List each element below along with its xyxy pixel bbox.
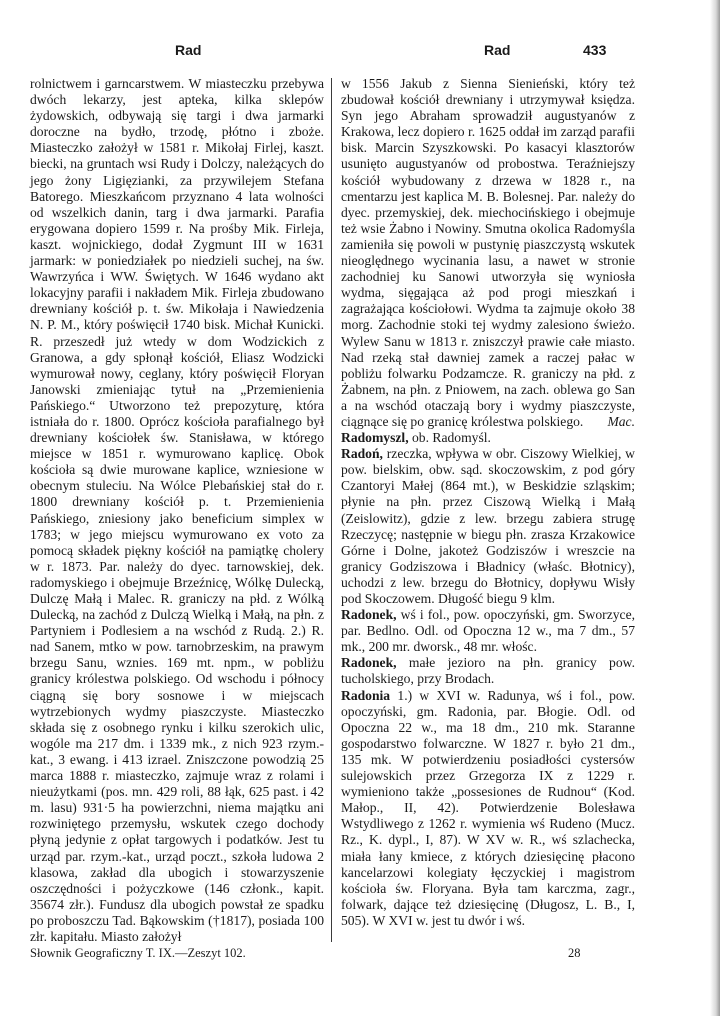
- footer-sheet-number: 28: [568, 946, 581, 960]
- entry-headword: Radonek,: [341, 655, 397, 671]
- dictionary-entry: [341, 607, 635, 655]
- dictionary-entry: [341, 688, 635, 929]
- author-signature: Mac.: [607, 413, 635, 429]
- entry-text: wś i fol., pow. opoczyński, gm. Sworzyce, par. Bedlno. Odl. od Opoczna 12 w., ma 7 dm., 57 mk., 200 mr. dworsk., 48 mr. włośc.: [341, 607, 635, 655]
- entry-text: małe jezioro na płn. granicy pow. tucholskiego, przy Brodach.: [341, 655, 635, 687]
- entry-headword: Radoń,: [341, 446, 383, 462]
- entry-text: rzeczka, wpływa w obr. Ciszowy Wielkiej, w pow. bielskim, obw. sąd. skoczowskim, z pod góry Czantoryi Małej (864 mt.), w Beskidzie szląskim; płynie na płn. przez Ciszową Wielką i Małą (Zeislowitz), gdzie z lew. brzegu zabiera strugę Rzeczycę; następnie w biegu płn. zrasza Krzakowice Górne i Dolne, jakoteż Godziszów i wreszcie na granicy Godziszowa i Bładnicy (właśc. Błotnicy), uchodzi z lew. brzegu do Błotnicy, dopływu Wisły pod Skoczowem. Długość biegu 9 klm.: [341, 446, 635, 606]
- right-column-text: [341, 76, 635, 430]
- dictionary-entry: [341, 446, 635, 607]
- page-number: 433: [583, 42, 607, 58]
- left-column-text: rolnictwem i garncarstwem. W miasteczku przebywa dwóch lekarzy, jest apteka, kilka sklepów żydowskich, odbywają się targi i dwa jarmarki doroczne na bydło, trzodę, płótno i zboże. Miasteczko założył w 1581 r. Mikołaj Firlej, kaszt. biecki, na gruntach wsi Rudy i Dolczy, należących do jego żony Ligięzianki, za przywilejem Stefana Batorego. Mieszkańcom przyznano 4 lata wolności od wszelkich danin, targ i dwa jarmarki. Parafia erygowana dopiero 1599 r. Na prośby Mik. Firleja, kaszt. wojnickiego, dodał Zygmunt III w 1631 jarmark: w poniedziałek po niedzieli suchej, na św. Wawrzyńca i WW. Świętych. W 1646 wydano akt lokacyjny parafii i nakładem Mik. Firleja zbudowano drewniany kościół p. t. św. Mikołaja i Nawiedzenia N. P. M., który poświęcił 1740 bisk. Michał Kunicki. R. przeszedł już wtedy w dom Wodzickich z Granowa, a gdy spłonął kościół, Eliasz Wodzicki wymurował nowy, ceglany, który poświęcił Floryan Janowski zmieniając tytuł na „Przemienienia Pańskiego.“ Utworzono też prepozyturę, która istniała do r. 1800. Oprócz kościoła parafialnego był drewniany kościołek św. Stanisława, w którego miejsce w 1851 r. wymurowano kaplicę. Obok kościoła są dwie murowane kaplice, wzniesione w obecnym stuleciu. Na Wólce Plebańskiej stał do r. 1800 drewniany kościół p. t. Przemienienia Pańskiego, zniesiony jako beneficium simplex w 1783; w jego miejscu wymurowano ex voto za pomocą składek piękny kościół na pamiątkę cholery w r. 1873. Par. należy do dyec. tarnowskiej, dek. radomyskiego i obejmuje Brzeźnicę, Wólkę Dulecką, Dulczę Małą i Malec. R. graniczy na płd. z Wólką Dulecką, na zachód z Dulczą Wielką i Małą, na płn. z Partyniem i Podlesiem a na wschód z Rudą. 2.) R. nad Sanem, mtko w pow. tarnobrzeskim, na prawym brzegu Sanu, wznies. 169 mt. npm., w pobliżu granicy królestwa polskiego. Od wschodu i północy ciągną się bory sosnowe i w miejscach wytrzebionych wydmy piaszczyste. Miasteczko składa się z osobnego rynku i kilku szerokich ulic, wogóle ma 217 dm. i 1339 mk., z nich 923 rzym.-kat., 3 ewang. i 413 izrael. Zniszczone powodzią 25 marca 1888 r. miasteczko, zajmuje wraz z rolami i nieużytkami (pos. mn. 429 roli, 88 łąk, 625 past. i 42 m. lasu) 931·5 ha powierzchni, niema majątku ani rozwiniętego przemysłu, wskutek czego dochody płyną jedynie z opłat targowych i podatków. Jest tu urząd par. rzym.-kat., urząd poczt., szkoła ludowa 2 klasowa, zakład dla ubogich i stowarzyszenie oszczędności i pożyczkowe (146 członk., kapit. 35674 złr.). Fundusz dla ubogich powstał ze spadku po proboszczu Tad. Bąkowskim (†1817), posiada 100 złr. kapitału. Miasto założył: [30, 76, 324, 944]
- left-column: [30, 76, 324, 945]
- entry-headword: Radonia: [341, 687, 391, 703]
- entry-headword: Radonek,: [341, 607, 397, 623]
- entry-text: ob. Radomyśl.: [412, 430, 491, 446]
- right-column: [341, 76, 635, 929]
- header-left-title: Rad: [175, 42, 202, 58]
- running-header: [30, 38, 700, 60]
- header-right-title: Rad: [484, 42, 511, 58]
- entry-headword: Radomyszl,: [341, 430, 409, 446]
- footer-publication: Słownik Geograficzny T. IX.—Zeszyt 102.: [30, 946, 246, 960]
- entry-text: 1.) w XVI w. Radunya, wś i fol., pow. opoczyński, gm. Radonia, par. Błogie. Odl. od Opoczna 22 w., ma 18 dm., 210 mk. Staranne gospodarstwo folwarczne. W 1827 r. było 21 dm., 135 mk. W potwierdzeniu posiadłości cystersów sulejowskich przez Grzegorza IX z 1229 r. wymieniono także „possesiones de Rudnou“ (Kod. Małop., II, 42). Potwierdzenie Bolesława Wstydliwego z 1262 r. wymienia wś Rudeno (Mucz. Rz., K. dypl., I, 87). W XV w. R., wś szlachecka, miała łany kmiece, z których dziesięcinę płacono kancelarzowi kolegiaty łęczyckiej i magistrom kościoła św. Floryana. Była tam karczma, zagr., folwark, dające też dziesięcinę (Długosz, L. B., I, 505). W XVI w. jest tu dwór i wś.: [341, 687, 635, 928]
- page-edge-shadow: [710, 0, 720, 1016]
- dictionary-entry: [341, 430, 635, 446]
- column-divider: [331, 78, 332, 942]
- right-column-paragraph: w 1556 Jakub z Sienna Sienieński, który też zbudował kościół drewniany i utrzymywał księdza. Syn jego Abraham sprowadził augustyanów z Krakowa, lecz dopiero r. 1625 oddał im zarząd parafii bisk. Marcin Szyszkowski. Po kasacyi klasztorów usunięto augustyanów od probostwa. Teraźniejszy kościół wybudowany z drzewa w 1828 r., na cmentarzu jest kaplica M. B. Bolesnej. Par. należy do dyec. przemyskiej, dek. miechocińskiego i obejmuje też wsie Żabno i Nowiny. Smutna okolica Radomyśla zamieniła się powoli w pustynię piaszczystą wskutek nieoględnego wycinania lasu, a nawet w stronie zachodniej ku Sanowi utworzyła się wyniosła wydma, sięgająca aż pod progi mieszkań i zagrażająca kościołowi. Wydma ta zajmuje około 38 morg. Zachodnie stoki tej wydmy zalesiono świeżo. Wylew Sanu w 1813 r. zniszczył prawie całe miasto. Nad rzeką stał dawniej zamek a raczej pałac w pobliżu folwarku Podzamcze. R. graniczy na płd. z Żabnem, na płn. z Pniowem, na zach. oblewa go San a na wschód otaczają bory i wydmy piaszczyste, ciągnące się po granicę królestwa polskiego.: [341, 76, 635, 429]
- dictionary-entry: [341, 655, 635, 687]
